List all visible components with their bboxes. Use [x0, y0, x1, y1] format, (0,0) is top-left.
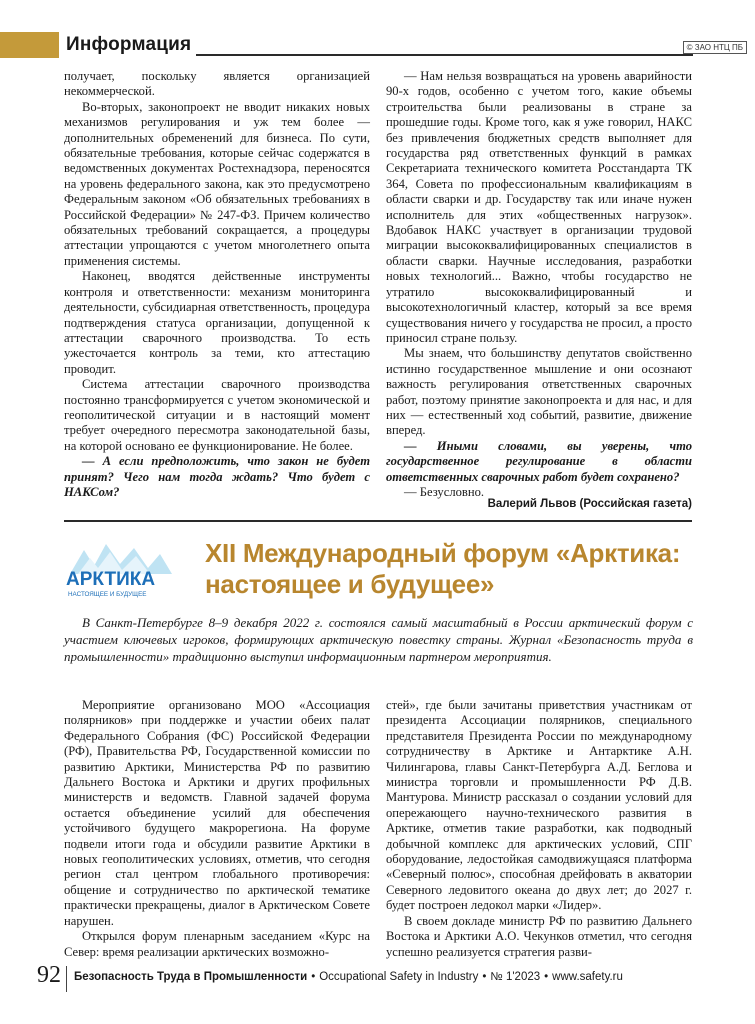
paragraph: Мы знаем, что большинству депутатов свойственно истинно государственное мышление и они осознают важность регулирования ответственных сварочных работ, поэтому принятие законопроекта и для нас, и для них — естественный ход событий, развитие, движение вперед. [386, 346, 692, 438]
copyright-badge: © ЗАО НТЦ ПБ [683, 41, 747, 54]
paragraph: — Безусловно. [404, 484, 485, 499]
column-right-bottom [386, 698, 692, 960]
footer-divider [66, 966, 67, 992]
column-right-top [386, 69, 692, 500]
paragraph: стей», где были зачитаны приветствия участникам от президента Ассоциации полярников, специального представителя Президента России по международному сотрудничеству в Арктике и Антарктике А.Н. Чилингарова, главы Санкт-Петербурга А.Д. Беглова и министра торговли и промышленности РФ Д.В. Мантурова. Министр рассказал о создании условий для опережающего научно-технического развития в Арктике, отметив такие разработки, как подводный добычной комплекс для арктических условий, СПГ оборудование, ледостойкая самодвижущаяся платформа «Северный полюс», способная дрейфовать в акватории Северного ледовитого океана до двух лет; до 2027 г. будет построен ледокол марки «Лидер». [386, 698, 692, 913]
paragraph: Во-вторых, законопроект не вводит никаких новых механизмов регулирования и уж тем более — дополнительных обременений для бизнеса. По сути, обязательные требования, которые сейчас содержатся в ведомственных документах Ростехнадзора, переносятся на уровень федерального закона, как это предусмотрено Федеральным законом «Об обязательных требованиях в Российской Федерации» № 247-ФЗ. Причем количество обязательных требований сокращается, а процедуры аттестации упрощаются с учетом многолетнего опыта применения системы. [64, 99, 370, 268]
column-left-top [64, 69, 370, 500]
paragraph: Открылся форум пленарным заседанием «Курс на Север: время реализации арктических возможно- [64, 929, 370, 959]
journal-website: www.safety.ru [552, 971, 623, 983]
footer-journal-info: Безопасность Труда в Промышленности • Occupational Safety in Industry • № 1'2023 • www.safety.ru [74, 971, 623, 983]
header-accent-bar [0, 32, 59, 58]
journal-name-en: Occupational Safety in Industry [319, 971, 479, 983]
header-rule [196, 54, 693, 56]
section-title: Информация [66, 34, 192, 55]
issue-number: № 1'2023 [490, 971, 541, 983]
page-footer [0, 962, 755, 992]
logo-main-text: АРКТИКА [66, 569, 156, 590]
article-title: XII Международный форум «Арктика: настоящее и будущее» [205, 538, 681, 599]
page-number: 92 [37, 962, 61, 988]
page-header [0, 32, 755, 58]
logo-sub-text: НАСТОЯЩЕЕ И БУДУЩЕЕ [68, 591, 147, 598]
paragraph: Мероприятие организовано МОО «Ассоциация полярников» при поддержке и участии обеих палат Федерального Собрания (ФС) Российской Федерации (РФ), Правительства РФ, Государственной комиссии по развитию Арктики, Министерства РФ по развитию Дальнего Востока и Арктики и других профильных министерств и ведомств. Главной задачей форума остается объединение усилий для обеспечения устойчивого будущего макрорегиона. На форуме подвели итоги года и обсудили развитие Арктики в новых геополитических условиях, отметив, что сегодня регион стал центром глобального противоречия: общение и сотрудничество по арктической тематике практически прекращены, диалог в Арктическом Совете нарушен. [64, 698, 370, 928]
paragraph: Наконец, вводятся действенные инструменты контроля и ответственности: механизм мониторинга деятельности, субсидиарная ответственность, процедура подтверждения статуса организации, допущенной к аттестации сварочного производства. То есть ужесточается контроль за теми, кто аттестацию проводит. [64, 269, 370, 376]
paragraph: — Нам нельзя возвращаться на уровень аварийности 90-х годов, особенно с учетом того, какие объемы строительства были реализованы в стране за прошедшие годы. Кроме того, как я уже говорил, НАКС без привлечения бюджетных средств выполняет для государства ряд ответственных функций в рамках Секретариата технического комитета Росстандарта ТК 364, Совета по профессиональным квалификациям в области сварки и др. Государству так или иначе нужен исполнитель для этих «общественных нагрузок». Вдобавок НАКС участвует в организации трудовой миграции высококвалифицированных специалистов в области сварки. Научные исследования, разработки новых технологий... Важно, чтобы государство не утратило высококвалифицированный и высокотехнологичный кластер, который за все время существования ничего у государства не просил, а просто приносил стране пользу. [386, 69, 692, 345]
paragraph: В своем докладе министр РФ по развитию Дальнего Востока и Арктики А.О. Чекунков отметил, что сегодня успешно реализуется стратегия разви- [386, 913, 692, 959]
article-lead: В Санкт-Петербурге 8–9 декабря 2022 г. состоялся самый масштабный в России арктический форум с участием ключевых игроков, формирующих арктическую повестку страны. Журнал «Безопасность труда в промышленности» традиционно выступил информационным партнером мероприятия. [64, 615, 693, 664]
paragraph: получает, поскольку является организацией некоммерческой. [64, 69, 370, 99]
author-signature: Валерий Львов (Российская газета) [487, 498, 692, 510]
article-divider [64, 520, 692, 522]
column-left-bottom [64, 698, 370, 960]
paragraph: Система аттестации сварочного производства постоянно трансформируется с учетом экономической и геополитической ситуации и в настоящий момент требует очередного пересмотра законодательной базы, на которой основано ее функционирование. Не более. [64, 377, 370, 453]
interview-question: — Иными словами, вы уверены, что государственное регулирование в области ответственных сварочных работ будет сохранено? [386, 438, 692, 484]
arctic-forum-logo [64, 540, 177, 600]
arctic-logo-icon [64, 540, 177, 600]
interview-question: — А если предположить, что закон не будет принят? Чего нам тогда ждать? Что будет с НАКСом? [64, 454, 370, 499]
journal-name-ru: Безопасность Труда в Промышленности [74, 971, 308, 983]
